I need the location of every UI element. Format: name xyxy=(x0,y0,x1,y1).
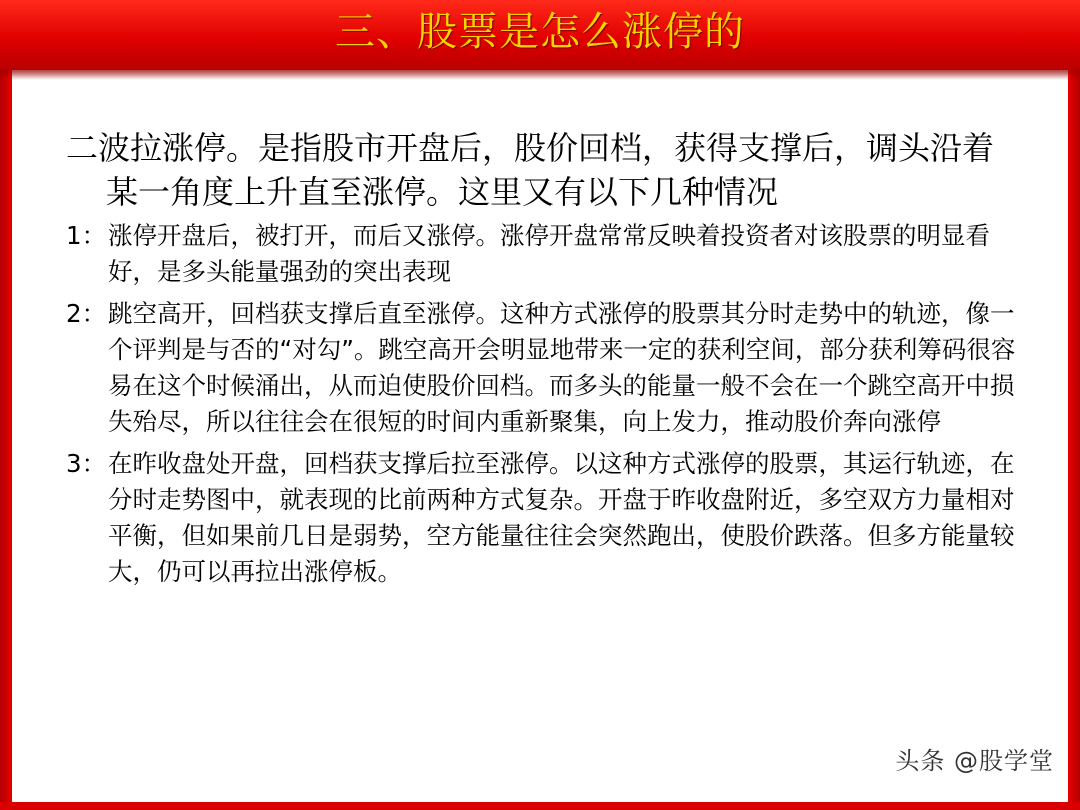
title-bar xyxy=(0,0,1080,70)
list-item-text: 涨停开盘后，被打开，而后又涨停。涨停开盘常常反映着投资者对该股票的明显看好，是多头能量强劲的突出表现 xyxy=(108,221,990,286)
watermark: 头条 @股学堂 xyxy=(895,747,1054,775)
list-item-text: 跳空高开，回档获支撑后直至涨停。这种方式涨停的股票其分时走势中的轨迹，像一个评判是与否的“对勾”。跳空高开会明显地带来一定的获利空间，部分获利筹码很容易在这个时候涌出，从而迫使股价回档。而多头的能量一般不会在一个跳空高开中损失殆尽，所以往往会在很短的时间内重新聚集，向上发力，推动股价奔向涨停 xyxy=(108,299,1016,436)
list-item xyxy=(66,446,1016,590)
slide-content xyxy=(66,126,1016,596)
list-item xyxy=(66,218,1016,290)
list-item-number: 1： xyxy=(66,221,107,250)
list-item xyxy=(66,296,1016,440)
list-item-number: 2： xyxy=(66,299,107,328)
left-frame-border xyxy=(0,0,12,810)
slide-title: 三、股票是怎么涨停的 xyxy=(335,9,745,55)
list-item-text: 在昨收盘处开盘，回档获支撑后拉至涨停。以这种方式涨停的股票，其运行轨迹，在分时走势图中，就表现的比前两种方式复杂。开盘于昨收盘附近，多空双方力量相对平衡，但如果前几日是弱势，空方能量往往会突然跑出，使股价跌落。但多方能量较大，仍可以再拉出涨停板。 xyxy=(108,449,1015,586)
intro-paragraph: 二波拉涨停。是指股市开盘后，股价回档，获得支撑后，调头沿着某一角度上升直至涨停。这里又有以下几种情况 xyxy=(66,129,995,211)
right-frame-border xyxy=(1068,0,1080,810)
list-item-number: 3： xyxy=(66,449,107,478)
bottom-frame-border xyxy=(0,802,1080,810)
